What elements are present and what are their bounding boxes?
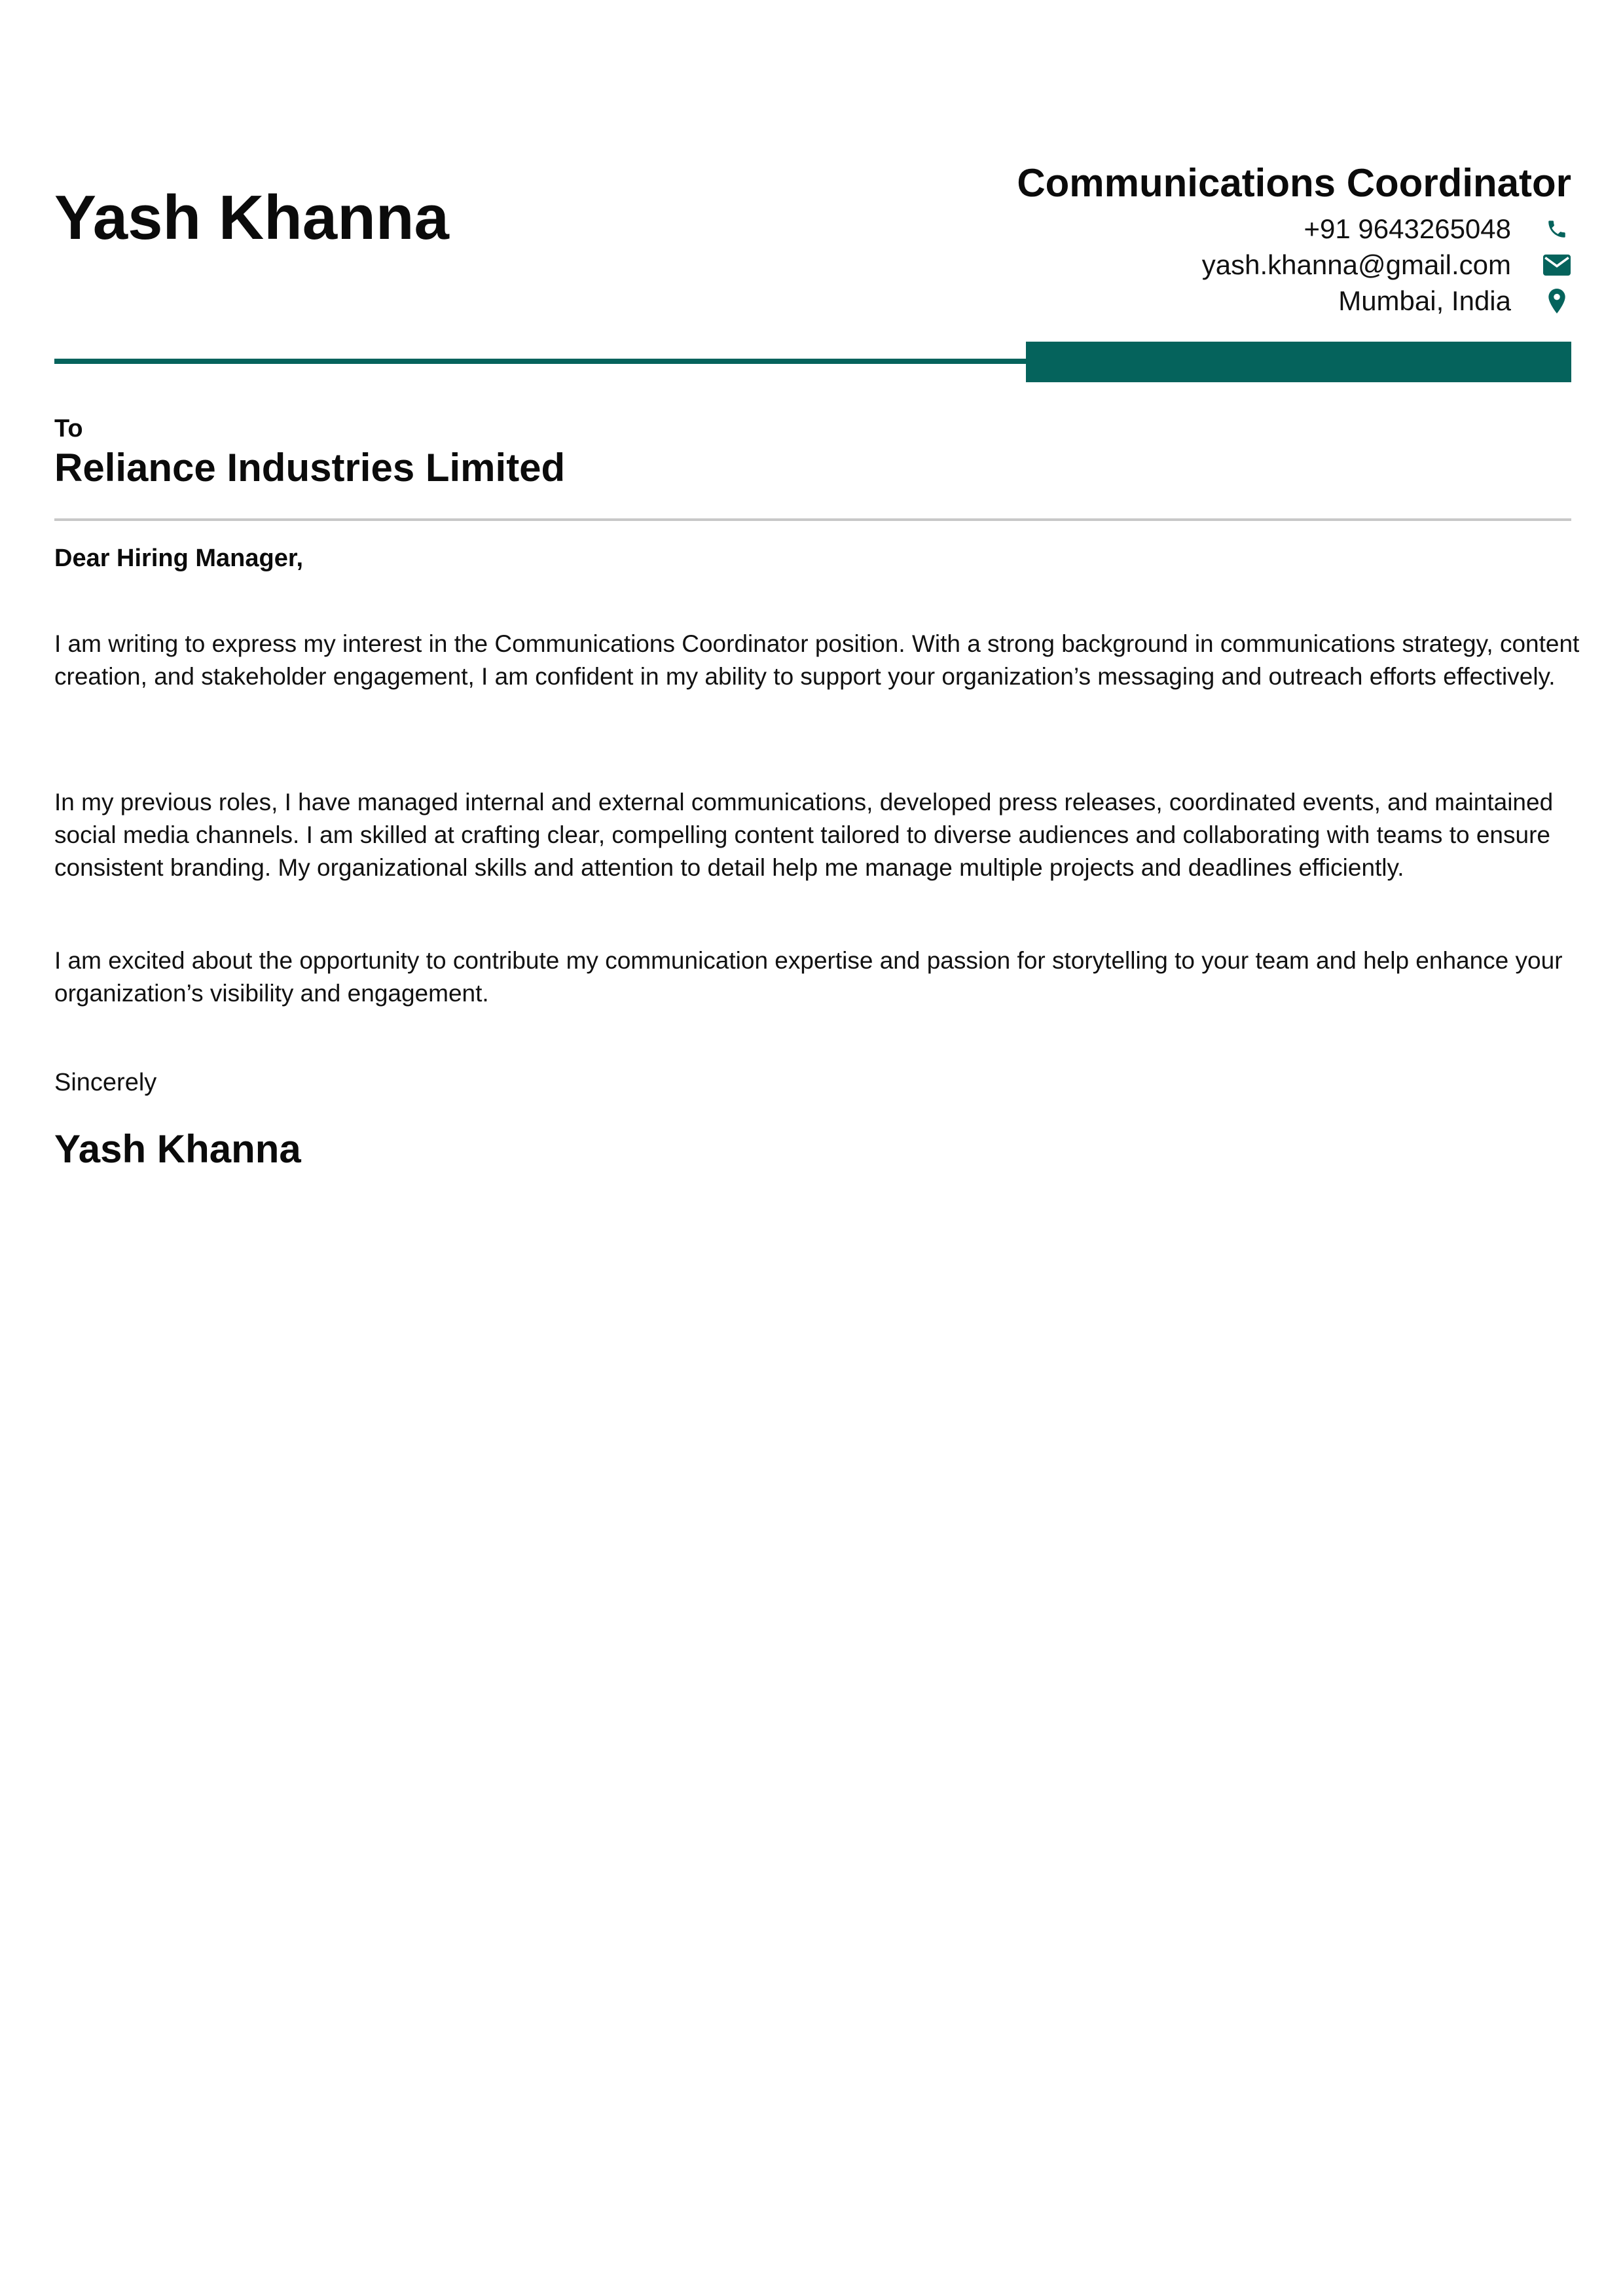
recipient-label: To	[54, 415, 83, 442]
salutation: Dear Hiring Manager,	[54, 545, 304, 572]
contact-location	[982, 283, 1571, 319]
letter-paragraph: I am excited about the opportunity to contribute my communication expertise and passion for storytelling to your team and help enhance your organization’s visibility and engagement.	[54, 947, 1563, 1007]
email-address: yash.khanna@gmail.com	[1201, 249, 1511, 280]
contact-email	[982, 247, 1571, 283]
closing: Sincerely	[54, 1069, 157, 1096]
contact-phone	[982, 211, 1571, 247]
phone-icon	[1542, 215, 1571, 243]
signature-name: Yash Khanna	[54, 1127, 301, 1171]
phone-number: +91 9643265048	[1304, 213, 1511, 244]
location: Mumbai, India	[1338, 285, 1511, 316]
contact-info	[982, 211, 1571, 319]
header-accent-bar	[1026, 342, 1571, 382]
header-divider-line	[54, 359, 1036, 364]
letter-paragraph: I am writing to express my interest in the Communications Coordinator position. With a strong background in communications strategy, content creation, and stakeholder engagement, I am confident in my ability to support your organization’s messaging and outreach efforts effectively.	[54, 630, 1580, 690]
map-pin-icon	[1542, 287, 1571, 315]
job-title: Communications Coordinator	[1017, 161, 1571, 205]
recipient-divider	[54, 518, 1571, 521]
recipient-company: Reliance Industries Limited	[54, 446, 566, 490]
applicant-name: Yash Khanna	[54, 183, 449, 253]
envelope-icon	[1542, 251, 1571, 279]
letter-paragraph: In my previous roles, I have managed internal and external communications, developed press releases, coordinated events, and maintained social media channels. I am skilled at crafting clear, compelling content tailored to diverse audiences and collaborating with teams to ensure consistent branding. My organizational skills and attention to detail help me manage multiple projects and deadlines efficiently.	[54, 789, 1554, 881]
